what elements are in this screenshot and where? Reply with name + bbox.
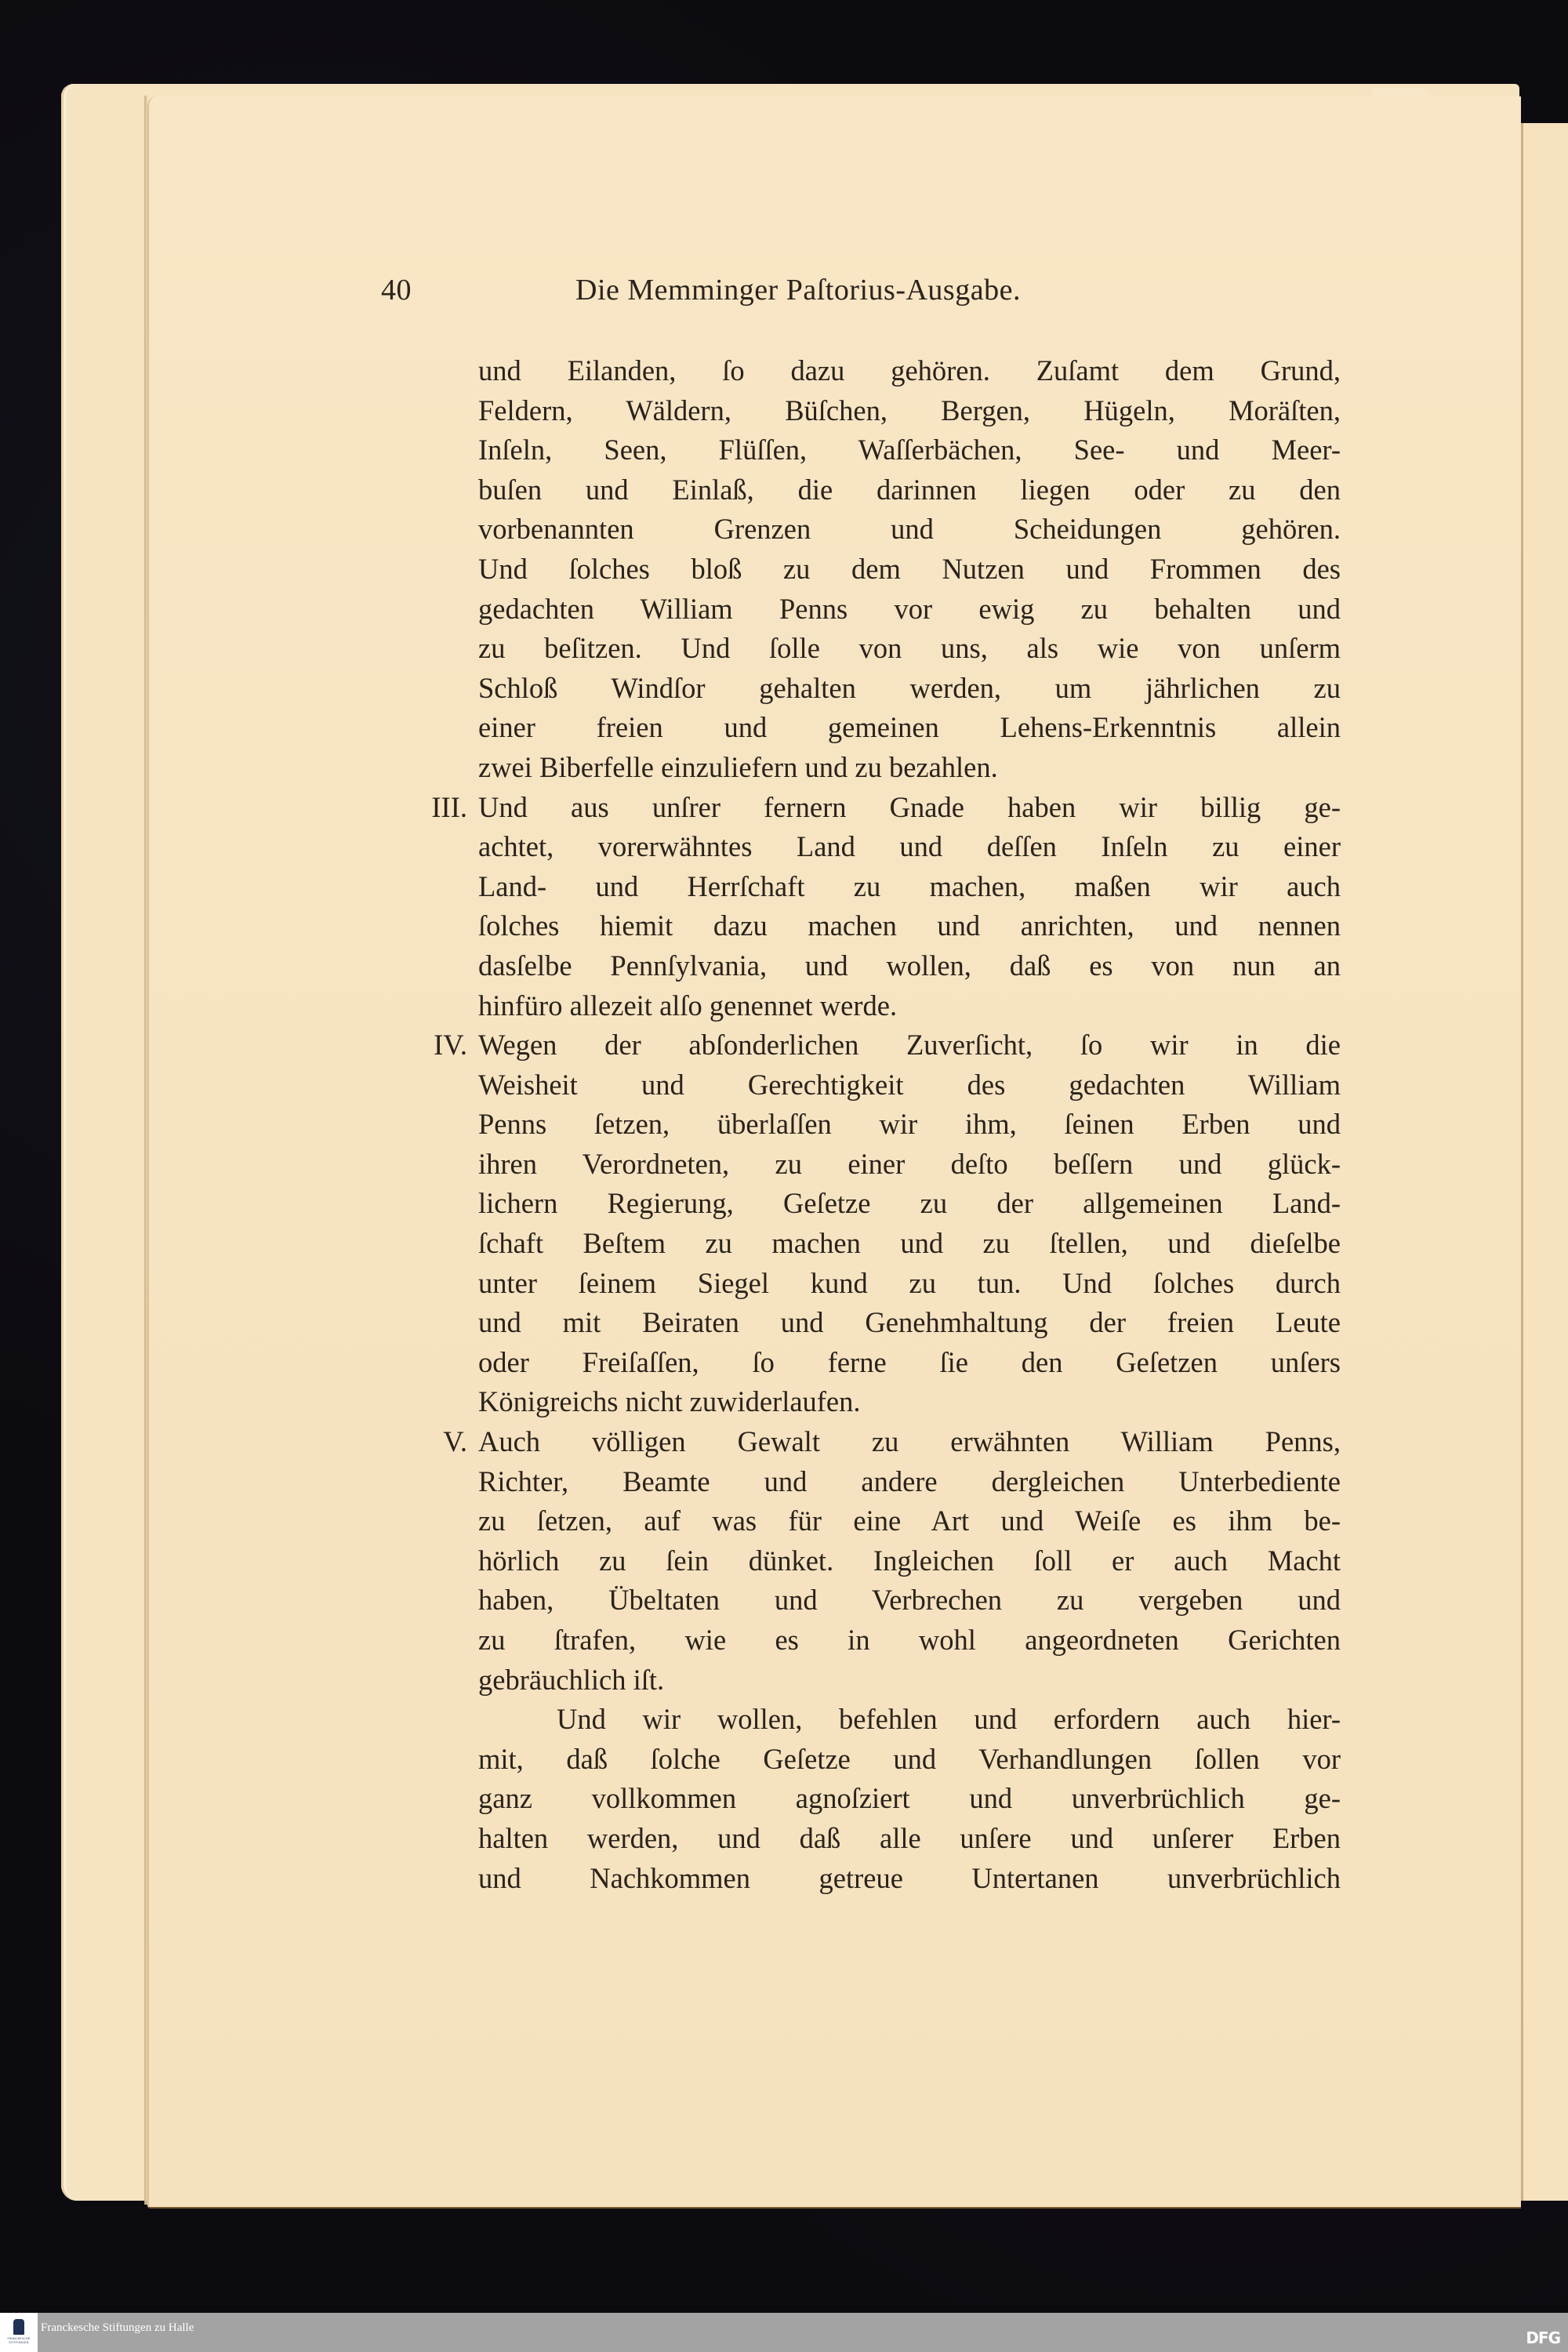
logo-caption: FRANCKESCHE STIFTUNGEN	[7, 2337, 31, 2344]
text-line: gedachten William Penns vor ewig zu behalten und	[478, 592, 1341, 625]
section-number: V.	[443, 1425, 467, 1458]
text-line: oder Freiſaſſen, ſo ferne ſie den Geſetzen unſers	[478, 1345, 1341, 1378]
text-line: unter ſeinem Siegel kund zu tun. Und ſolches durch	[478, 1266, 1341, 1299]
closing-paragraph	[478, 1700, 1341, 1898]
text-line: zu beſitzen. Und ſolle von uns, als wie von unſerm	[478, 632, 1341, 665]
facing-page-edge	[1519, 123, 1568, 2201]
dfg-logo: DFG	[1526, 2328, 1560, 2347]
text-line: Und wir wollen, befehlen und erfordern auch hier-	[557, 1703, 1341, 1736]
text-line: und Eilanden, ſo dazu gehören. Zuſamt dem Grund,	[478, 354, 1341, 387]
intro-paragraph	[478, 351, 1341, 788]
institution-name: Franckesche Stiftungen zu Halle	[41, 2321, 194, 2334]
text-line: buſen und Einlaß, die darinnen liegen oder zu den	[478, 473, 1341, 506]
text-line: haben, Übeltaten und Verbrechen zu vergeben und	[478, 1584, 1341, 1617]
text-line: ſolches hiemit dazu machen und anrichten, und nennen	[478, 909, 1341, 942]
footer-bar	[0, 2313, 1568, 2352]
text-line: Und aus unſrer fernern Gnade haben wir billig ge-	[478, 790, 1341, 823]
text-line: dasſelbe Pennſylvania, und wollen, daß es von nun an	[478, 949, 1341, 982]
section-number: III.	[431, 790, 467, 823]
text-line: lichern Regierung, Geſetze zu der allgemeinen Land-	[478, 1187, 1341, 1220]
text-line: zu ſetzen, auf was für eine Art und Weiſe es ihm be-	[478, 1504, 1341, 1537]
text-line: und Nachkommen getreue Untertanen unverbrüchlich	[478, 1861, 1341, 1894]
text-line: vorbenannten Grenzen und Scheidungen gehören.	[478, 513, 1341, 546]
text-line: ganz vollkommen agnoſziert und unverbrüchlich ge-	[478, 1782, 1341, 1815]
text-line: und mit Beiraten und Genehmhaltung der freien Leute	[478, 1306, 1341, 1339]
running-head	[381, 273, 1165, 312]
body-text	[431, 351, 1341, 1898]
text-line: Königreichs nicht zuwiderlaufen.	[478, 1385, 861, 1418]
text-line: Penns ſetzen, überlaſſen wir ihm, ſeinen Erben und	[478, 1108, 1341, 1141]
text-line: einer freien und gemeinen Lehens-Erkenntnis allein	[478, 711, 1341, 744]
section-number: IV.	[434, 1029, 467, 1062]
franckesche-stiftungen-logo	[0, 2313, 38, 2352]
running-title: Die Memminger Paſtorius-Ausgabe.	[575, 274, 1021, 307]
text-line: zwei Biberfelle einzuliefern und zu bezahlen.	[478, 750, 998, 783]
text-line: ihren Verordneten, zu einer deſto beſſern und glück-	[478, 1147, 1341, 1180]
text-line: Richter, Beamte und andere dergleichen Unterbediente	[478, 1465, 1341, 1497]
page-number: 40	[381, 274, 412, 307]
text-line: Wegen der abſonderlichen Zuverſicht, ſo wir in die	[478, 1029, 1341, 1062]
text-line: ſchaft Beſtem zu machen und zu ſtellen, und dieſelbe	[478, 1227, 1341, 1260]
text-line: Schloß Windſor gehalten werden, um jährlichen zu	[478, 671, 1341, 704]
text-line: achtet, vorerwähntes Land und deſſen Inſeln zu einer	[478, 830, 1341, 863]
text-line: Land- und Herrſchaft zu machen, maßen wir auch	[478, 869, 1341, 902]
text-line: Auch völligen Gewalt zu erwähnten William Penns,	[478, 1425, 1341, 1458]
section-iii	[431, 788, 1341, 1026]
text-line: Inſeln, Seen, Flüſſen, Waſſerbächen, See- und Meer-	[478, 434, 1341, 466]
text-line: halten werden, und daß alle unſere und unſerer Erben	[478, 1821, 1341, 1854]
text-line: zu ſtrafen, wie es in wohl angeordneten Gerichten	[478, 1624, 1341, 1656]
text-line: hörlich zu ſein dünket. Ingleichen ſoll er auch Macht	[478, 1544, 1341, 1577]
text-line: Weisheit und Gerechtigkeit des gedachten William	[478, 1068, 1341, 1101]
text-line: hinfüro allezeit alſo genennet werde.	[478, 989, 898, 1022]
section-iv	[434, 1025, 1341, 1422]
text-line: Feldern, Wäldern, Büſchen, Bergen, Hügeln, Moräſten,	[478, 394, 1341, 426]
statue-icon	[13, 2319, 24, 2335]
text-line: Und ſolches bloß zu dem Nutzen und Frommen des	[478, 552, 1341, 585]
text-line: mit, daß ſolche Geſetze und Verhandlungen ſollen vor	[478, 1742, 1341, 1775]
text-line: gebräuchlich iſt.	[478, 1663, 665, 1696]
section-v	[443, 1422, 1341, 1700]
